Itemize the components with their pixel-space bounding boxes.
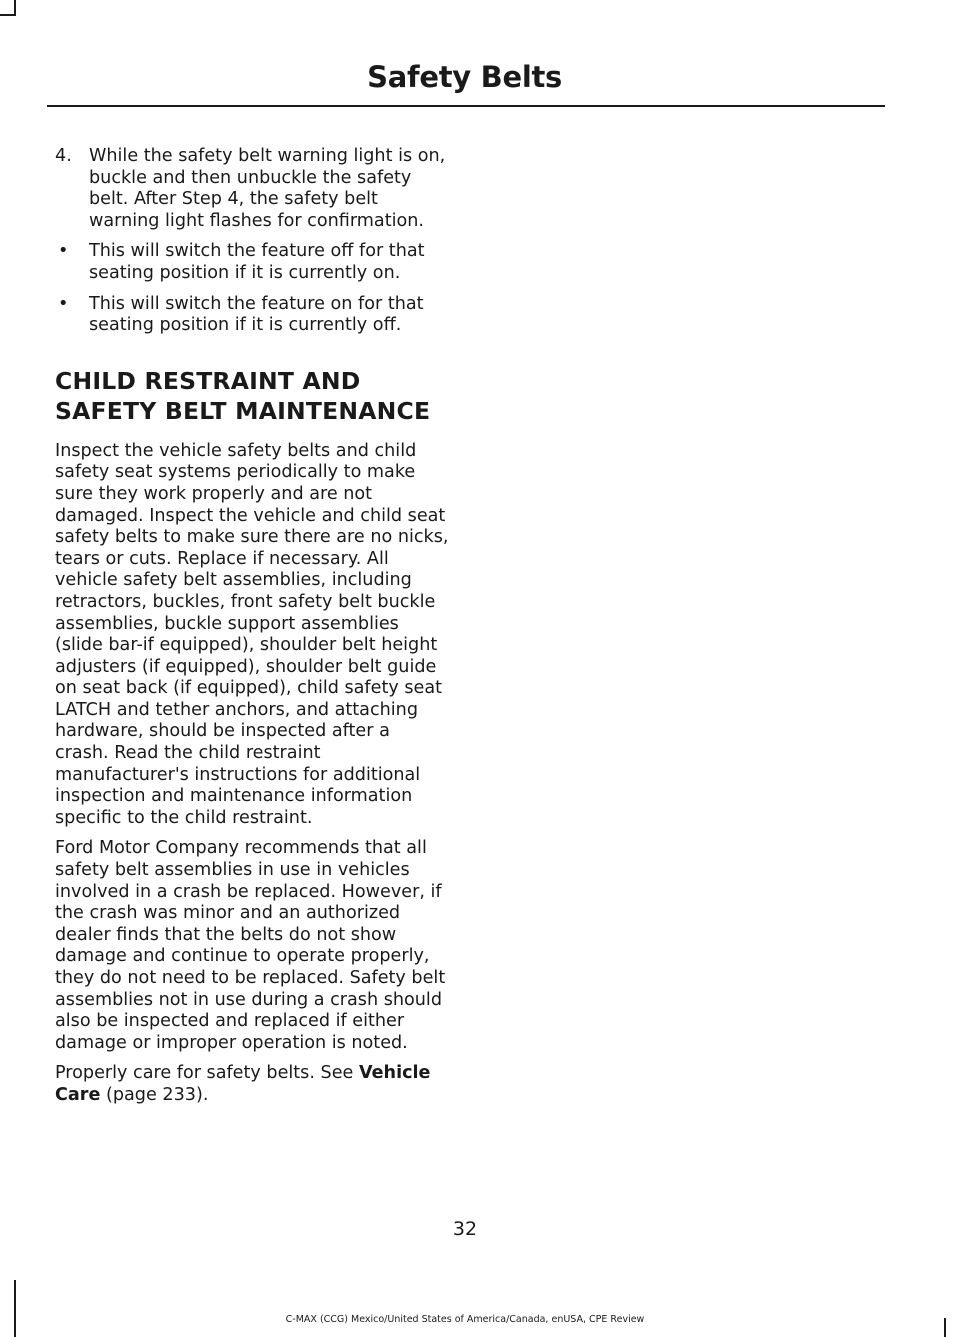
page-header-title: Safety Belts [367, 60, 562, 94]
header-rule [47, 105, 885, 107]
section-heading: CHILD RESTRAINT AND SAFETY BELT MAINTENANCE [55, 366, 431, 425]
paragraph-inspection: Inspect the vehicle safety belts and child safety seat systems periodically to make sure they work properly and are not damaged. Inspect the vehicle and child seat safety belts to make sure there are no nicks, tears or cuts. Replace if necessary. All vehicle safety belt assemblies, including retractors, buckles, front safety belt buckle assemblies, buckle support assemblies (slide bar-if equipped), shoulder belt height adjusters (if equipped), shoulder belt guide on seat back (if equipped), child safety seat LATCH and tether anchors, and attaching hardware, should be inspected after a crash. Read the child restraint manufacturer's instructions for additional inspection and maintenance information specific to the child restraint. [55, 440, 449, 828]
main-content [55, 146, 449, 1116]
document-footer: C-MAX (CCG) Mexico/United States of America/Canada, enUSA, CPE Review [285, 1314, 645, 1325]
paragraph-replacement: Ford Motor Company recommends that all safety belt assemblies in use in vehicles involved in a crash be replaced. However, if the crash was minor and an authorized dealer finds that the belts do not show damage and continue to operate properly, they do not need to be replaced. Safety belt assemblies not in use during a crash should also be inspected and replaced if either damage or improper operation is noted. [55, 838, 446, 1053]
bullet-text: This will switch the feature on for that seating position if it is currently off. [89, 293, 424, 336]
care-text: Properly care for safety belts. See [55, 1063, 359, 1084]
step-text: While the safety belt warning light is on, buckle and then unbuckle the safety belt. After Step 4, the safety belt warning light flashes for confirmation. [89, 146, 446, 231]
crop-mark-top-left-h [0, 14, 16, 16]
page-reference: (page 233). [100, 1084, 209, 1105]
crop-mark-bottom-right [944, 1318, 946, 1337]
vehicle-care-link[interactable]: Vehicle Care [55, 1063, 431, 1105]
bullet-marker: • [58, 241, 69, 262]
bullet-item [55, 294, 449, 337]
bullet-marker: • [58, 293, 69, 314]
page-number: 32 [452, 1218, 478, 1240]
bullet-text: This will switch the feature off for that seating position if it is currently on. [89, 241, 425, 283]
crop-mark-bottom-left [14, 1280, 16, 1337]
bullet-item [55, 241, 449, 284]
paragraph-care-reference [55, 1063, 449, 1106]
numbered-step-4 [55, 146, 449, 232]
step-number: 4. [55, 146, 72, 166]
